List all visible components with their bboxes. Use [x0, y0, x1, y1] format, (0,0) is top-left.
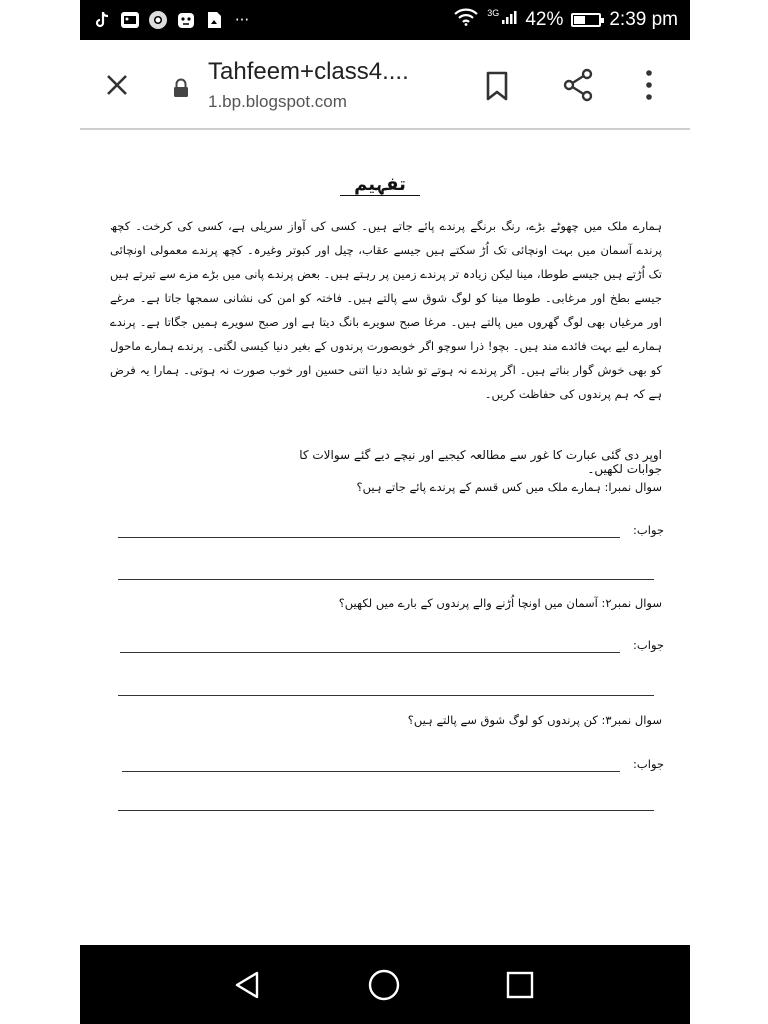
network-type: 3G — [487, 8, 500, 18]
answer-line — [118, 810, 654, 811]
page-url[interactable]: 1.bp.blogspot.com — [208, 92, 347, 111]
reading-passage: ہمارے ملک میں چھوٹے بڑے، رنگ برنگے پرندے پائے جاتے ہیں۔ کسی کی آواز سریلی ہے، کسی کی کرخت۔ کچھ پرندے آسمان میں بہت اونچائی تک اُڑ سکتے ہیں جیسے عقاب، چیل اور کبوتر وغیرہ۔ کچھ پرندے معمولی اونچائی تک اُڑتے ہیں جیسے طوطا، مینا لیکن زیادہ تر پرندے زمین پر رہتے ہیں۔ بعض پرندے پانی میں بڑے مزے سے تیرتے ہیں جیسے بطخ اور مرغابی۔ طوطا مینا کو لوگ شوق سے پالتے ہیں۔ فاختہ کو امن کی نشانی سمجھا جاتا ہے۔ مرغے اور مرغیاں بھی لوگ گھروں میں پالتے ہیں۔ مرغا صبح سویرے بانگ دیتا ہے اور صبح سویرے ہمیں جگاتا ہے۔ پرندے ہمارے لیے بہت فائدے مند ہیں۔ بچو! ذرا سوچو اگر خوبصورت پرندوں کے بغیر دنیا کیسی لگتی۔ پرندے ہمارے ماحول کو بھی خوش گوار بناتے ہیں۔ اگر پرندے نہ ہوتے تو شاید دنیا اتنی حسین اور خوب صورت نہ ہوتی۔ ہمارا یہ فرض ہے کہ ہم پرندوں کی حفاظت کریں۔ — [110, 219, 662, 401]
lock-icon — [172, 78, 190, 98]
battery-fill — [574, 16, 585, 24]
close-icon[interactable] — [102, 70, 132, 100]
answer-line — [120, 652, 620, 653]
question-1: سوال نمبرا: ہمارے ملک میں کس قسم کے پرندے پائے جاتے ہیں؟ — [356, 480, 662, 494]
answer-line — [118, 537, 620, 538]
bookmark-icon[interactable] — [484, 70, 510, 102]
navigation-bar — [80, 945, 690, 1024]
answer-line — [118, 579, 654, 580]
phone-screen — [80, 0, 690, 1024]
answer-line — [122, 771, 620, 772]
answer-label-1: جواب: — [633, 523, 664, 537]
question-2: سوال نمبر۲: آسمان میں اونچا اُڑنے والے پرندوں کے بارے میں لکھیں؟ — [338, 596, 662, 610]
home-icon[interactable] — [366, 967, 402, 1003]
share-icon[interactable] — [562, 68, 594, 102]
worksheet-title: تفہیم — [340, 174, 420, 196]
recents-icon[interactable] — [502, 967, 538, 1003]
notification-icons — [80, 10, 252, 30]
overflow-menu-icon[interactable] — [642, 68, 656, 102]
battery-icon — [571, 13, 601, 27]
system-status — [453, 8, 690, 32]
answer-label-2: جواب: — [633, 638, 664, 652]
pet-icon — [176, 10, 196, 30]
question-3: سوال نمبر۳: کن پرندوں کو لوگ شوق سے پالتے ہیں؟ — [407, 713, 662, 727]
gallery-icon — [120, 10, 140, 30]
document-image — [80, 130, 690, 945]
signal-icon — [501, 9, 517, 31]
battery-percent: 42% — [525, 9, 564, 30]
browser-toolbar — [80, 40, 690, 130]
page-title: Tahfeem+class4.... — [208, 58, 409, 85]
chrome-icon — [148, 10, 168, 30]
wifi-icon — [453, 8, 479, 32]
back-icon[interactable] — [230, 967, 266, 1003]
answer-label-3: جواب: — [633, 757, 664, 771]
more-notifications: ··· — [234, 11, 250, 29]
photo-icon — [204, 10, 224, 30]
instruction-text: اوپر دی گئی عبارت کا غور سے مطالعہ کیجیے اور نیچے دیے گئے سوالات کا جوابات لکھیں۔ — [299, 448, 662, 476]
answer-line — [118, 695, 654, 696]
clock: 2:39 pm — [609, 9, 678, 30]
status-bar — [80, 0, 690, 40]
tiktok-icon — [92, 10, 112, 30]
